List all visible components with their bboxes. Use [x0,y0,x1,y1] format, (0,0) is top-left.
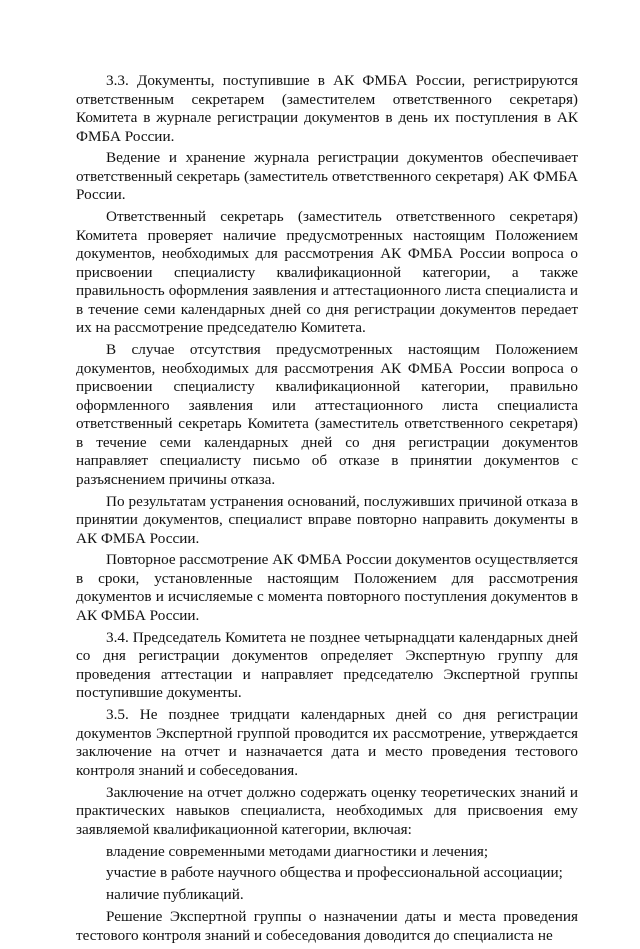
paragraph-secretary-check: Ответственный секретарь (заместитель ответственного секретаря) Комитета проверяет наличие предусмотренных настоящим Положением документов, необходимых для рассмотрения АК ФМБА России вопроса о присвоении специалисту квалификационной категории, а также правильность оформления заявления и аттестационного листа специалиста и в течение семи календарных дней со дня регистрации документов передает их на рассмотрение председателю Комитета. [76,208,578,337]
paragraph-3-5: 3.5. Не позднее тридцати календарных дней со дня регистрации документов Экспертной группой проводится их рассмотрение, утверждается заключение на отчет и назначается дата и место проведения тестового контроля знаний и собеседования. [76,706,578,779]
paragraph-report-conclusion: Заключение на отчет должно содержать оценку теоретических знаний и практических навыков специалиста, необходимых для присвоения ему заявляемой квалификационной категории, включая: [76,783,578,838]
paragraph-resubmission: По результатам устранения оснований, послуживших причиной отказа в принятии документов, специалист вправе повторно направить документы в АК ФМБА России. [76,492,578,547]
paragraph-expert-decision: Решение Экспертной группы о назначении даты и места проведения тестового контроля знаний и собеседования доводится до специалиста не [76,908,578,944]
list-item-society: участие в работе научного общества и профессиональной ассоциации; [106,864,563,882]
paragraph-repeat-review: Повторное рассмотрение АК ФМБА России документов осуществляется в сроки, установленные настоящим Положением для рассмотрения документов и исчисляемые с момента повторного поступления документов в АК ФМБА России. [76,551,578,624]
paragraph-refusal: В случае отсутствия предусмотренных настоящим Положением документов, необходимых для рассмотрения АК ФМБА России вопроса о присвоении специалисту квалификационной категории, правильно оформленного заявления или аттестационного листа специалиста ответственный секретарь Комитета (заместитель ответственного секретаря) в течение семи календарных дней со дня регистрации документов направляет специалисту письмо об отказе в принятии документов с разъяснением причины отказа. [76,341,578,488]
paragraph-3-3: 3.3. Документы, поступившие в АК ФМБА России, регистрируются ответственным секретарем (заместителем ответственного секретаря) Комитета в журнале регистрации документов в день их поступления в АК ФМБА России. [76,72,578,145]
paragraph-3-4: 3.4. Председатель Комитета не позднее четырнадцати календарных дней со дня регистрации документов определяет Экспертную группу для проведения аттестации и направляет председателю Экспертной группы поступившие документы. [76,628,578,702]
paragraph-journal-keeping: Ведение и хранение журнала регистрации документов обеспечивает ответственный секретарь (заместитель ответственного секретаря) АК ФМБА России. [76,149,578,204]
list-item-publications: наличие публикаций. [106,886,244,904]
document-page [76,72,578,949]
list-item-methods: владение современными методами диагностики и лечения; [106,842,489,860]
